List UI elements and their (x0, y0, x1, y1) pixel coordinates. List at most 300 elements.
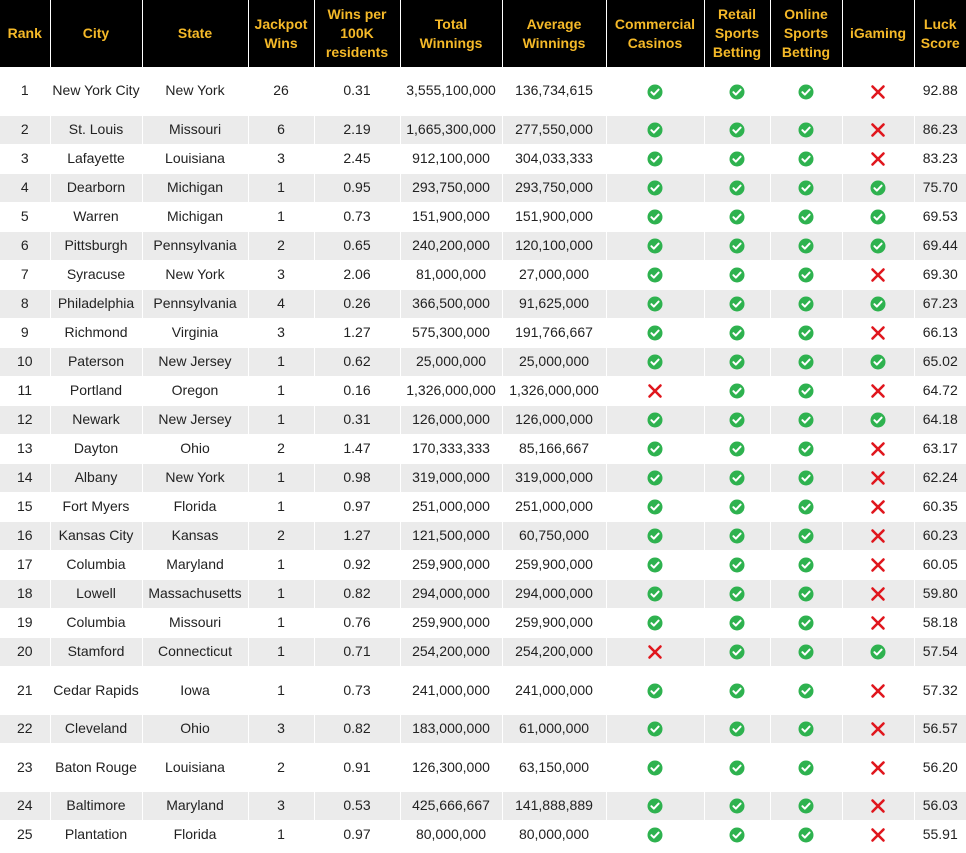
cell-commercial-casinos (606, 579, 704, 608)
check-circle-icon (647, 528, 663, 544)
cell-luck-score: 60.35 (914, 492, 966, 521)
cell-total-winnings: 81,000,000 (400, 260, 502, 289)
cell-online-sports-betting (770, 579, 842, 608)
table-row (0, 434, 966, 463)
cell-total-winnings: 319,000,000 (400, 463, 502, 492)
cell-retail-sports-betting (704, 231, 770, 260)
red-x-icon (870, 586, 886, 602)
cell-retail-sports-betting (704, 144, 770, 173)
cell-state: Michigan (142, 173, 248, 202)
cell-rank: 7 (0, 260, 50, 289)
cell-total-winnings: 240,200,000 (400, 231, 502, 260)
cell-average-winnings: 136,734,615 (502, 67, 606, 115)
cell-igaming (842, 144, 914, 173)
table-row (0, 173, 966, 202)
cell-jackpot-wins: 1 (248, 463, 314, 492)
cell-wins-per-100k: 0.26 (314, 289, 400, 318)
cell-rank: 22 (0, 714, 50, 743)
cell-commercial-casinos (606, 405, 704, 434)
cell-luck-score: 58.18 (914, 608, 966, 637)
cell-igaming (842, 637, 914, 666)
check-circle-icon (647, 798, 663, 814)
cell-rank: 9 (0, 318, 50, 347)
cell-retail-sports-betting (704, 347, 770, 376)
cell-online-sports-betting (770, 714, 842, 743)
cell-rank: 13 (0, 434, 50, 463)
check-circle-icon (798, 412, 814, 428)
cell-commercial-casinos (606, 67, 704, 115)
cell-city: Warren (50, 202, 142, 231)
cell-total-winnings: 259,900,000 (400, 608, 502, 637)
cell-online-sports-betting (770, 173, 842, 202)
cell-jackpot-wins: 1 (248, 202, 314, 231)
cell-igaming (842, 202, 914, 231)
cell-city: Pittsburgh (50, 231, 142, 260)
cell-total-winnings: 25,000,000 (400, 347, 502, 376)
cell-online-sports-betting (770, 376, 842, 405)
table-header (0, 0, 966, 67)
cell-igaming (842, 434, 914, 463)
check-circle-icon (729, 122, 745, 138)
cell-retail-sports-betting (704, 202, 770, 231)
cell-online-sports-betting (770, 791, 842, 820)
cell-wins-per-100k: 0.95 (314, 173, 400, 202)
cell-rank: 25 (0, 820, 50, 849)
cell-state: Maryland (142, 791, 248, 820)
cell-commercial-casinos (606, 347, 704, 376)
cell-total-winnings: 151,900,000 (400, 202, 502, 231)
cell-luck-score: 59.80 (914, 579, 966, 608)
cell-state: Ohio (142, 714, 248, 743)
cell-luck-score: 65.02 (914, 347, 966, 376)
cell-jackpot-wins: 3 (248, 260, 314, 289)
cell-commercial-casinos (606, 231, 704, 260)
check-circle-icon (647, 122, 663, 138)
cell-jackpot-wins: 1 (248, 376, 314, 405)
red-x-icon (870, 499, 886, 515)
table-row (0, 115, 966, 144)
cell-rank: 21 (0, 666, 50, 714)
cell-luck-score: 64.72 (914, 376, 966, 405)
check-circle-icon (729, 760, 745, 776)
cell-average-winnings: 251,000,000 (502, 492, 606, 521)
cell-total-winnings: 170,333,333 (400, 434, 502, 463)
cell-jackpot-wins: 1 (248, 579, 314, 608)
cell-igaming (842, 347, 914, 376)
check-circle-icon (798, 84, 814, 100)
check-circle-icon (798, 586, 814, 602)
cell-luck-score: 64.18 (914, 405, 966, 434)
cell-rank: 12 (0, 405, 50, 434)
check-circle-icon (647, 615, 663, 631)
cell-online-sports-betting (770, 463, 842, 492)
cell-state: Florida (142, 492, 248, 521)
check-circle-icon (647, 325, 663, 341)
red-x-icon (870, 615, 886, 631)
cell-retail-sports-betting (704, 637, 770, 666)
cell-city: Syracuse (50, 260, 142, 289)
cell-igaming (842, 550, 914, 579)
check-circle-icon (729, 383, 745, 399)
cell-retail-sports-betting (704, 550, 770, 579)
cell-commercial-casinos (606, 434, 704, 463)
check-circle-icon (729, 238, 745, 254)
cell-wins-per-100k: 0.31 (314, 405, 400, 434)
cell-retail-sports-betting (704, 260, 770, 289)
check-circle-icon (647, 586, 663, 602)
cell-online-sports-betting (770, 260, 842, 289)
header-total-winnings: Total Winnings (400, 0, 502, 67)
cell-jackpot-wins: 3 (248, 791, 314, 820)
table-row (0, 144, 966, 173)
cell-total-winnings: 121,500,000 (400, 521, 502, 550)
cell-city: Columbia (50, 550, 142, 579)
cell-commercial-casinos (606, 714, 704, 743)
cell-total-winnings: 241,000,000 (400, 666, 502, 714)
check-circle-icon (729, 615, 745, 631)
check-circle-icon (729, 644, 745, 660)
table-row (0, 714, 966, 743)
cell-retail-sports-betting (704, 173, 770, 202)
cell-wins-per-100k: 1.27 (314, 521, 400, 550)
cell-average-winnings: 60,750,000 (502, 521, 606, 550)
cell-jackpot-wins: 1 (248, 637, 314, 666)
table-row (0, 318, 966, 347)
cell-online-sports-betting (770, 743, 842, 791)
check-circle-icon (729, 296, 745, 312)
check-circle-icon (647, 760, 663, 776)
check-circle-icon (870, 296, 886, 312)
cell-city: New York City (50, 67, 142, 115)
check-circle-icon (729, 499, 745, 515)
cell-commercial-casinos (606, 376, 704, 405)
header-jackpot-wins: Jackpot Wins (248, 0, 314, 67)
cell-state: Ohio (142, 434, 248, 463)
red-x-icon (647, 383, 663, 399)
cell-luck-score: 86.23 (914, 115, 966, 144)
check-circle-icon (647, 499, 663, 515)
cell-commercial-casinos (606, 608, 704, 637)
check-circle-icon (798, 441, 814, 457)
cell-state: Connecticut (142, 637, 248, 666)
cell-jackpot-wins: 2 (248, 231, 314, 260)
check-circle-icon (729, 827, 745, 843)
cell-total-winnings: 1,665,300,000 (400, 115, 502, 144)
check-circle-icon (798, 209, 814, 225)
cell-total-winnings: 126,000,000 (400, 405, 502, 434)
check-circle-icon (647, 354, 663, 370)
cell-city: Richmond (50, 318, 142, 347)
cell-retail-sports-betting (704, 714, 770, 743)
cell-rank: 11 (0, 376, 50, 405)
check-circle-icon (729, 557, 745, 573)
check-circle-icon (647, 721, 663, 737)
red-x-icon (870, 557, 886, 573)
cell-average-winnings: 277,550,000 (502, 115, 606, 144)
cell-retail-sports-betting (704, 434, 770, 463)
cell-total-winnings: 3,555,100,000 (400, 67, 502, 115)
cell-retail-sports-betting (704, 289, 770, 318)
cell-luck-score: 69.44 (914, 231, 966, 260)
cell-luck-score: 55.91 (914, 820, 966, 849)
cell-rank: 18 (0, 579, 50, 608)
cell-luck-score: 56.57 (914, 714, 966, 743)
check-circle-icon (647, 683, 663, 699)
cell-state: Massachusetts (142, 579, 248, 608)
cell-igaming (842, 743, 914, 791)
check-circle-icon (798, 354, 814, 370)
cell-state: Kansas (142, 521, 248, 550)
red-x-icon (870, 528, 886, 544)
cell-total-winnings: 183,000,000 (400, 714, 502, 743)
cell-igaming (842, 231, 914, 260)
table-row (0, 521, 966, 550)
cell-online-sports-betting (770, 521, 842, 550)
red-x-icon (870, 470, 886, 486)
cell-city: Plantation (50, 820, 142, 849)
check-circle-icon (870, 354, 886, 370)
cell-state: New Jersey (142, 405, 248, 434)
cell-luck-score: 66.13 (914, 318, 966, 347)
cell-average-winnings: 319,000,000 (502, 463, 606, 492)
cell-jackpot-wins: 4 (248, 289, 314, 318)
cell-total-winnings: 425,666,667 (400, 791, 502, 820)
cell-retail-sports-betting (704, 521, 770, 550)
cell-wins-per-100k: 1.47 (314, 434, 400, 463)
cell-average-winnings: 120,100,000 (502, 231, 606, 260)
cell-state: New Jersey (142, 347, 248, 376)
cell-jackpot-wins: 26 (248, 67, 314, 115)
cell-igaming (842, 492, 914, 521)
cell-total-winnings: 1,326,000,000 (400, 376, 502, 405)
cell-igaming (842, 289, 914, 318)
check-circle-icon (729, 586, 745, 602)
cell-rank: 17 (0, 550, 50, 579)
cell-average-winnings: 151,900,000 (502, 202, 606, 231)
cell-jackpot-wins: 3 (248, 714, 314, 743)
header-state: State (142, 0, 248, 67)
check-circle-icon (870, 644, 886, 660)
cell-wins-per-100k: 0.16 (314, 376, 400, 405)
cell-online-sports-betting (770, 666, 842, 714)
cell-retail-sports-betting (704, 791, 770, 820)
cell-rank: 8 (0, 289, 50, 318)
cell-jackpot-wins: 1 (248, 820, 314, 849)
cell-wins-per-100k: 0.82 (314, 714, 400, 743)
check-circle-icon (798, 528, 814, 544)
check-circle-icon (798, 238, 814, 254)
cell-commercial-casinos (606, 820, 704, 849)
cell-rank: 1 (0, 67, 50, 115)
cell-total-winnings: 251,000,000 (400, 492, 502, 521)
table-row (0, 666, 966, 714)
cell-total-winnings: 912,100,000 (400, 144, 502, 173)
check-circle-icon (798, 383, 814, 399)
cell-city: Philadelphia (50, 289, 142, 318)
check-circle-icon (870, 180, 886, 196)
table-row (0, 743, 966, 791)
cell-rank: 19 (0, 608, 50, 637)
cell-luck-score: 60.05 (914, 550, 966, 579)
cell-wins-per-100k: 0.31 (314, 67, 400, 115)
cell-city: Albany (50, 463, 142, 492)
cell-luck-score: 69.53 (914, 202, 966, 231)
cell-city: Lafayette (50, 144, 142, 173)
cell-jackpot-wins: 1 (248, 550, 314, 579)
check-circle-icon (647, 827, 663, 843)
cell-wins-per-100k: 0.98 (314, 463, 400, 492)
cell-rank: 5 (0, 202, 50, 231)
cell-wins-per-100k: 0.73 (314, 202, 400, 231)
cell-average-winnings: 254,200,000 (502, 637, 606, 666)
cell-rank: 10 (0, 347, 50, 376)
check-circle-icon (647, 412, 663, 428)
red-x-icon (870, 827, 886, 843)
cell-retail-sports-betting (704, 318, 770, 347)
cell-average-winnings: 1,326,000,000 (502, 376, 606, 405)
check-circle-icon (798, 644, 814, 660)
table-row (0, 637, 966, 666)
cell-average-winnings: 91,625,000 (502, 289, 606, 318)
cell-igaming (842, 260, 914, 289)
header-online-sports-betting: Online Sports Betting (770, 0, 842, 67)
cell-jackpot-wins: 2 (248, 434, 314, 463)
cell-online-sports-betting (770, 289, 842, 318)
cell-jackpot-wins: 2 (248, 521, 314, 550)
cell-online-sports-betting (770, 608, 842, 637)
cell-luck-score: 92.88 (914, 67, 966, 115)
cell-average-winnings: 85,166,667 (502, 434, 606, 463)
cell-wins-per-100k: 0.71 (314, 637, 400, 666)
cell-online-sports-betting (770, 820, 842, 849)
cell-state: Oregon (142, 376, 248, 405)
check-circle-icon (729, 267, 745, 283)
check-circle-icon (729, 721, 745, 737)
header-commercial-casinos: Commercial Casinos (606, 0, 704, 67)
check-circle-icon (647, 180, 663, 196)
table-row (0, 492, 966, 521)
cell-luck-score: 75.70 (914, 173, 966, 202)
cell-luck-score: 67.23 (914, 289, 966, 318)
check-circle-icon (729, 798, 745, 814)
check-circle-icon (729, 528, 745, 544)
cell-city: Stamford (50, 637, 142, 666)
table-row (0, 405, 966, 434)
cell-rank: 3 (0, 144, 50, 173)
cell-wins-per-100k: 0.76 (314, 608, 400, 637)
check-circle-icon (798, 325, 814, 341)
table-row (0, 376, 966, 405)
cell-rank: 16 (0, 521, 50, 550)
cell-state: New York (142, 67, 248, 115)
cell-total-winnings: 80,000,000 (400, 820, 502, 849)
check-circle-icon (798, 721, 814, 737)
check-circle-icon (870, 209, 886, 225)
red-x-icon (870, 760, 886, 776)
cell-wins-per-100k: 0.53 (314, 791, 400, 820)
cell-jackpot-wins: 2 (248, 743, 314, 791)
cell-wins-per-100k: 0.91 (314, 743, 400, 791)
cell-luck-score: 63.17 (914, 434, 966, 463)
cell-online-sports-betting (770, 231, 842, 260)
cell-online-sports-betting (770, 434, 842, 463)
cell-igaming (842, 820, 914, 849)
cell-state: New York (142, 260, 248, 289)
check-circle-icon (729, 683, 745, 699)
cell-commercial-casinos (606, 550, 704, 579)
cell-jackpot-wins: 6 (248, 115, 314, 144)
table-row (0, 260, 966, 289)
cell-state: Maryland (142, 550, 248, 579)
header-row (0, 0, 966, 67)
red-x-icon (870, 798, 886, 814)
cell-retail-sports-betting (704, 67, 770, 115)
cell-commercial-casinos (606, 144, 704, 173)
cell-retail-sports-betting (704, 579, 770, 608)
cell-total-winnings: 126,300,000 (400, 743, 502, 791)
header-average-winnings: Average Winnings (502, 0, 606, 67)
table-row (0, 791, 966, 820)
cell-igaming (842, 318, 914, 347)
cell-commercial-casinos (606, 637, 704, 666)
check-circle-icon (647, 267, 663, 283)
cell-jackpot-wins: 3 (248, 144, 314, 173)
cell-commercial-casinos (606, 743, 704, 791)
cell-commercial-casinos (606, 492, 704, 521)
cell-city: Paterson (50, 347, 142, 376)
cell-rank: 4 (0, 173, 50, 202)
cell-average-winnings: 304,033,333 (502, 144, 606, 173)
cell-state: Louisiana (142, 144, 248, 173)
cell-retail-sports-betting (704, 743, 770, 791)
cell-online-sports-betting (770, 347, 842, 376)
cell-luck-score: 69.30 (914, 260, 966, 289)
cell-average-winnings: 293,750,000 (502, 173, 606, 202)
red-x-icon (870, 683, 886, 699)
header-retail-sports-betting: Retail Sports Betting (704, 0, 770, 67)
cell-jackpot-wins: 1 (248, 347, 314, 376)
cell-igaming (842, 376, 914, 405)
cell-commercial-casinos (606, 318, 704, 347)
cell-igaming (842, 521, 914, 550)
table-row (0, 550, 966, 579)
cell-igaming (842, 714, 914, 743)
cell-average-winnings: 126,000,000 (502, 405, 606, 434)
cell-luck-score: 56.20 (914, 743, 966, 791)
check-circle-icon (798, 122, 814, 138)
cell-commercial-casinos (606, 791, 704, 820)
table-row (0, 289, 966, 318)
cell-igaming (842, 405, 914, 434)
cell-state: Iowa (142, 666, 248, 714)
cell-wins-per-100k: 2.06 (314, 260, 400, 289)
table-row (0, 231, 966, 260)
check-circle-icon (798, 180, 814, 196)
cell-city: Baltimore (50, 791, 142, 820)
table-row (0, 820, 966, 849)
cell-igaming (842, 579, 914, 608)
cell-wins-per-100k: 0.97 (314, 492, 400, 521)
cell-igaming (842, 173, 914, 202)
cell-state: Pennsylvania (142, 231, 248, 260)
cell-wins-per-100k: 0.65 (314, 231, 400, 260)
cell-average-winnings: 259,900,000 (502, 550, 606, 579)
check-circle-icon (729, 209, 745, 225)
check-circle-icon (798, 151, 814, 167)
cell-jackpot-wins: 1 (248, 608, 314, 637)
check-circle-icon (729, 354, 745, 370)
cell-online-sports-betting (770, 637, 842, 666)
